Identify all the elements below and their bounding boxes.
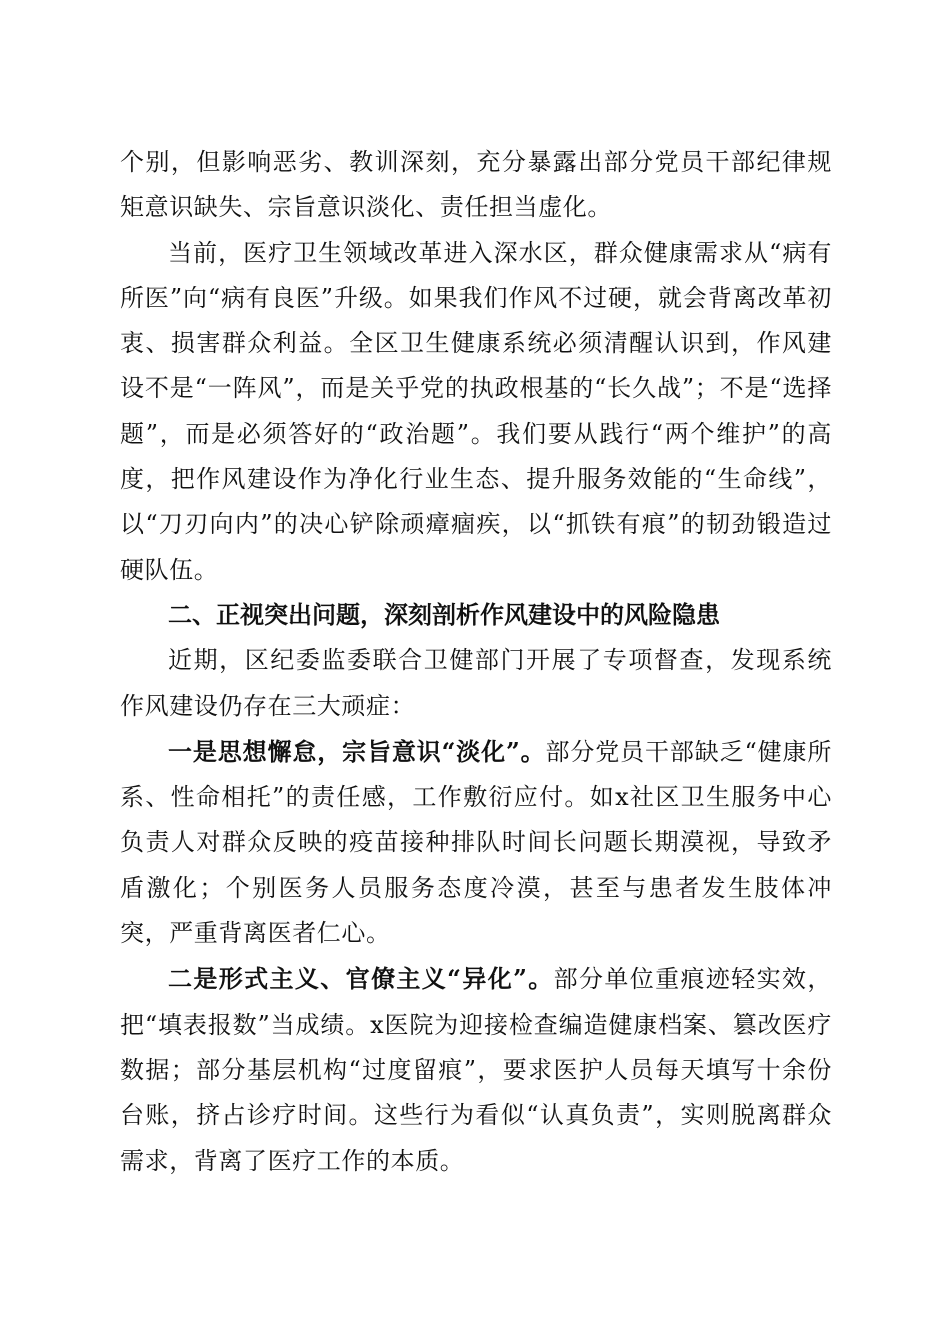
paragraph-problem-2	[120, 956, 832, 1183]
document-body	[120, 140, 832, 1184]
problem-1-text: 部分党员干部缺乏“健康所系、性命相托”的责任感，工作敷衍应付。如x社区卫生服务中心负责人对群众反映的疫苗接种排队时间长问题长期漠视，导致矛盾激化；个别医务人员服务态度冷漠，甚至与患者发生肢体冲突，严重背离医者仁心。	[120, 737, 832, 948]
paragraph-problem-1	[120, 729, 832, 956]
problem-1-lead: 一是思想懈怠，宗旨意识“淡化”。	[168, 736, 546, 766]
problem-2-lead: 二是形式主义、官僚主义“异化”。	[168, 964, 554, 994]
paragraph-continued: 个别，但影响恶劣、教训深刻，充分暴露出部分党员干部纪律规矩意识缺失、宗旨意识淡化、责任担当虚化。	[120, 148, 832, 222]
paragraph-current-situation: 当前，医疗卫生领域改革进入深水区，群众健康需求从“病有所医”向“病有良医”升级。如果我们作风不过硬，就会背离改革初衷、损害群众利益。全区卫生健康系统必须清醒认识到，作风建设不是“一阵风”，而是关乎党的执政根基的“长久战”；不是“选择题”，而是必须答好的“政治题”。我们要从践行“两个维护”的高度，把作风建设作为净化行业生态、提升服务效能的“生命线”，以“刀刃向内”的决心铲除顽瘴痼疾，以“抓铁有痕”的韧劲锻造过硬队伍。	[120, 238, 832, 584]
section-heading-2: 二、正视突出问题，深刻剖析作风建设中的风险隐患	[168, 600, 720, 629]
problem-2-text: 部分单位重痕迹轻实效，把“填表报数”当成绩。x医院为迎接检查编造健康档案、篡改医疗数据；部分基层机构“过度留痕”，要求医护人员每天填写十余份台账，挤占诊疗时间。这些行为看似“认真负责”，实则脱离群众需求，背离了医疗工作的本质。	[120, 965, 832, 1175]
paragraph-inspection-intro: 近期，区纪委监委联合卫健部门开展了专项督查，发现系统作风建设仍存在三大顽症：	[120, 646, 832, 720]
